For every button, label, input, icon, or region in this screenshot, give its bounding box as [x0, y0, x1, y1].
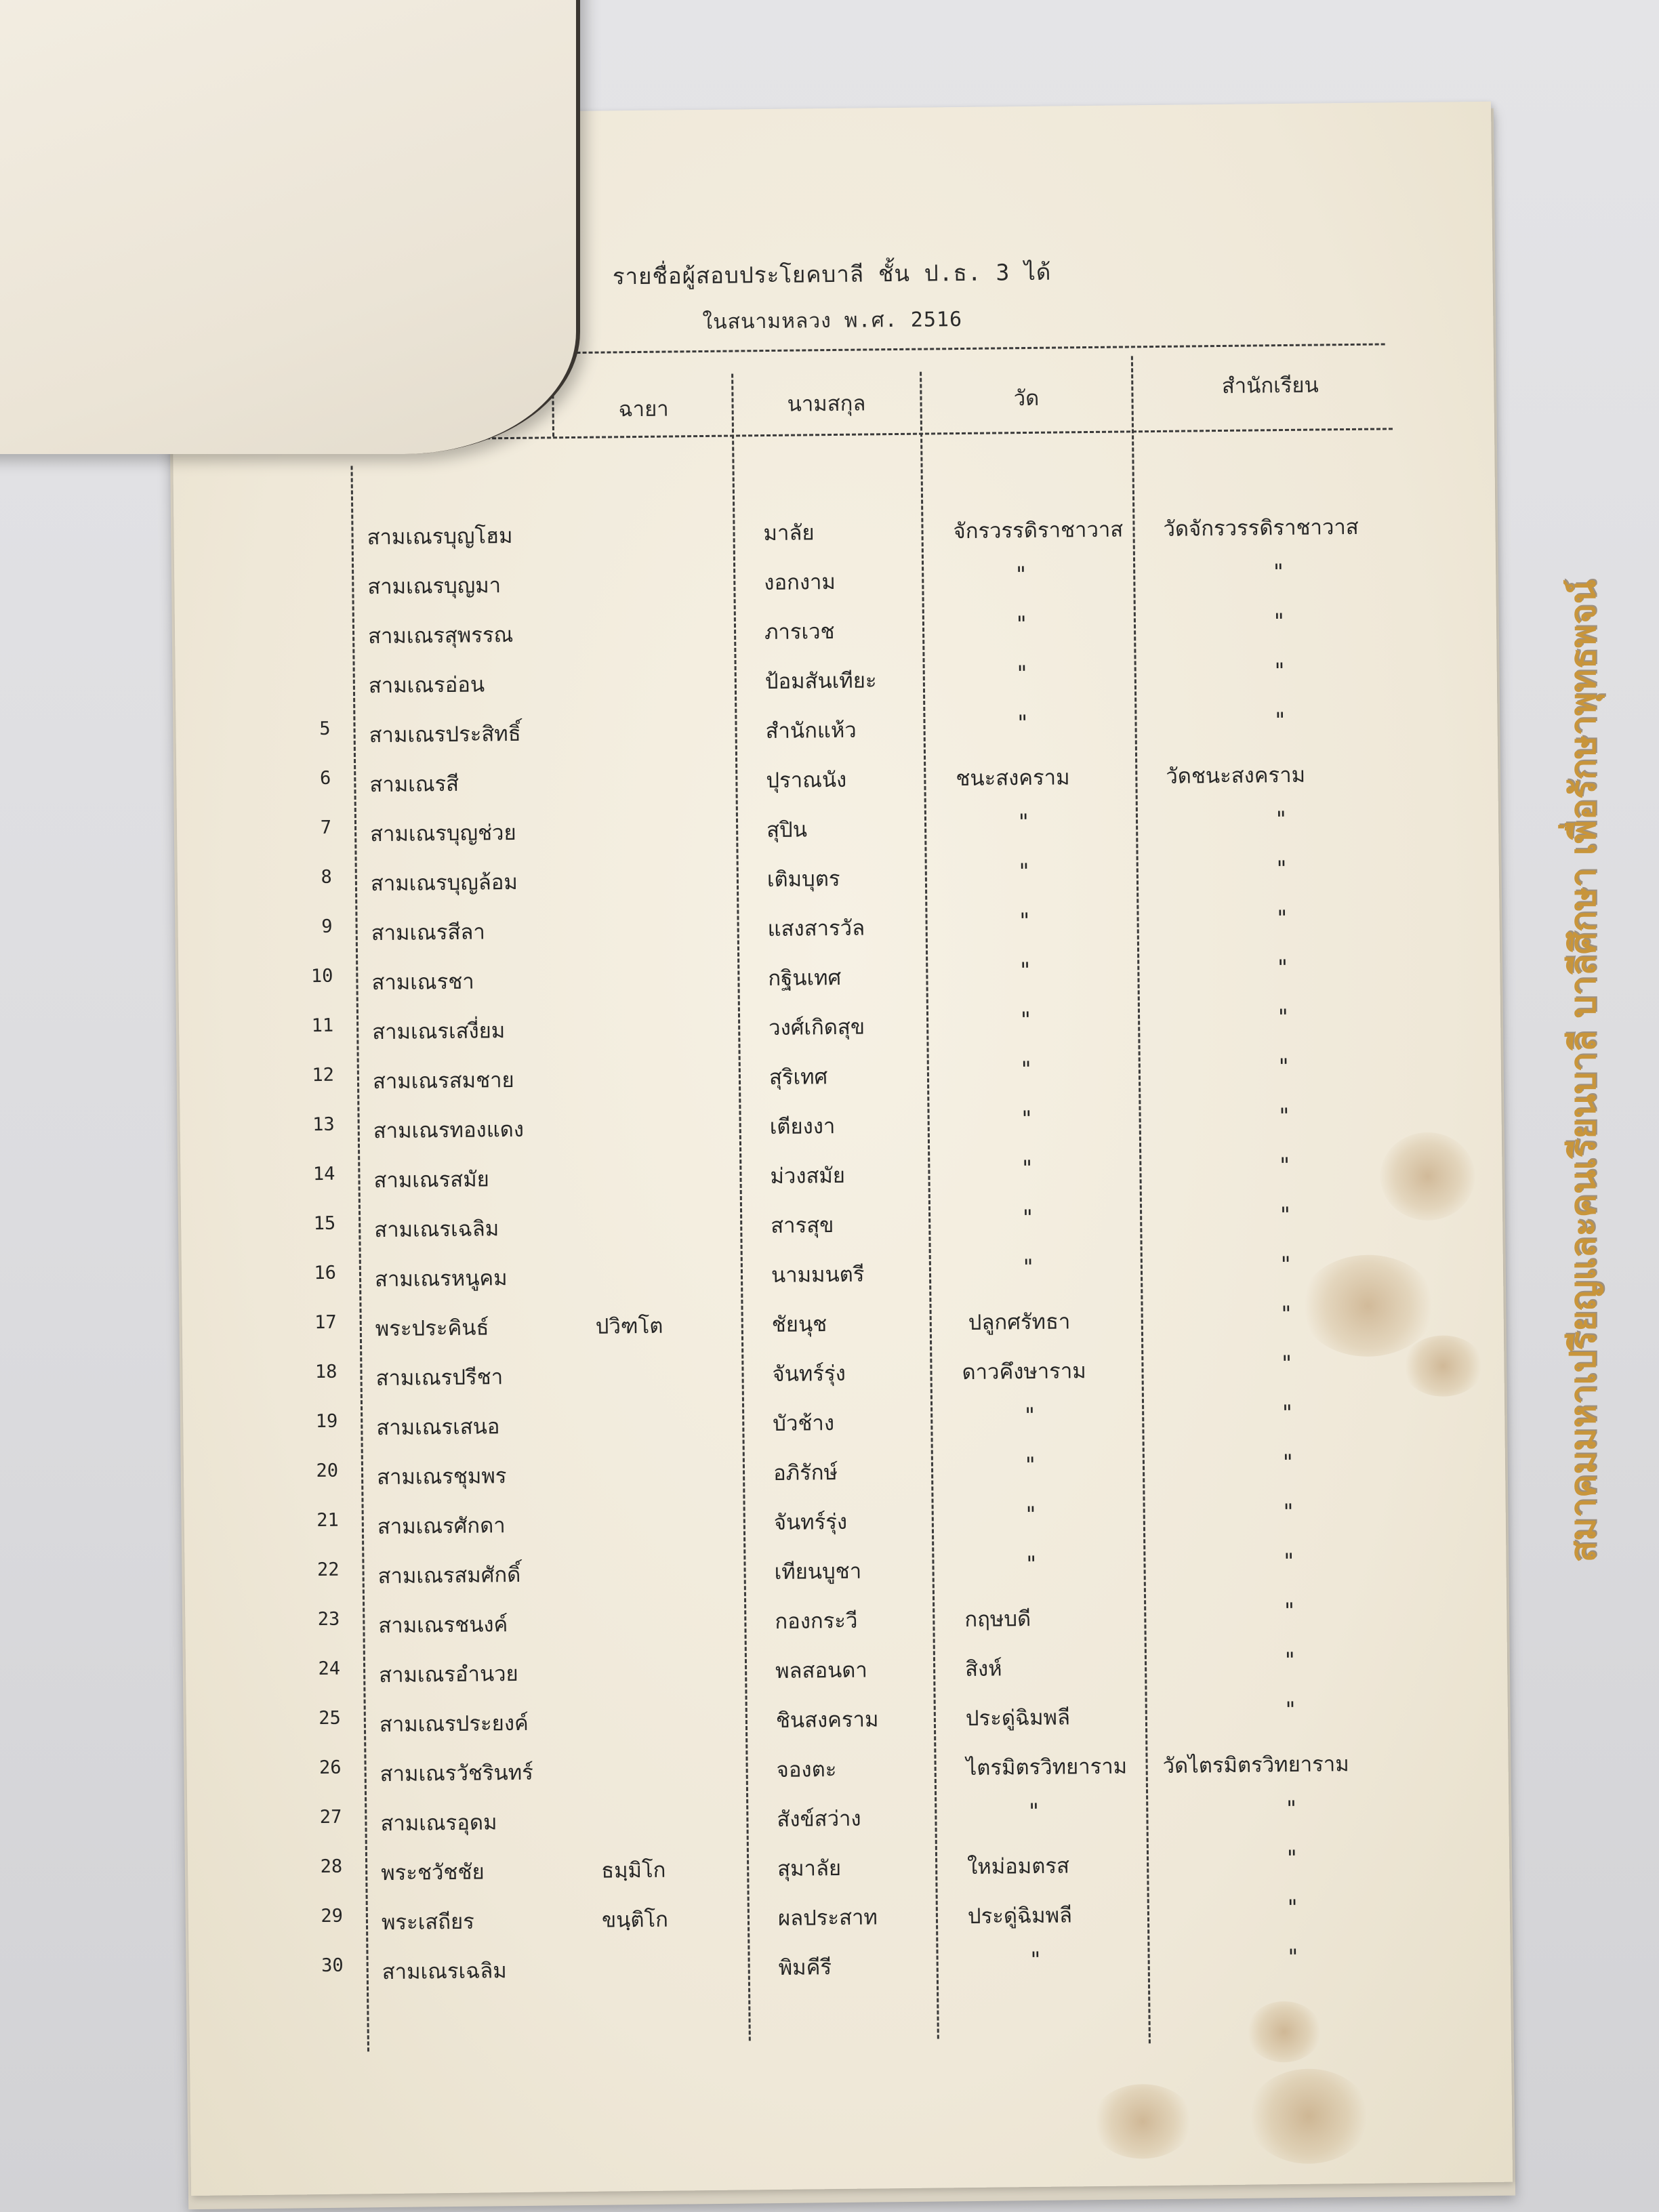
row-name: สามเณรบุญล้อม [370, 869, 518, 897]
row-surname: สุริเทศ [769, 1065, 828, 1090]
row-name: สามเณรอุดม [380, 1810, 497, 1837]
row-surname: สารสุข [771, 1213, 834, 1239]
row-number: 27 [319, 1806, 342, 1828]
row-samnak: " [1275, 856, 1288, 882]
row-samnak: วัดไตรมิตรวิทยาราม [1162, 1752, 1349, 1778]
header-surname: นามสกุล [787, 391, 866, 417]
row-name: สามเณรสมชาย [372, 1067, 514, 1094]
row-number: 15 [313, 1212, 336, 1235]
row-number [288, 570, 329, 571]
row-wat: ประดู่ฉิมพลี [967, 1903, 1073, 1929]
row-name: สามเณรสุพรรณ [367, 622, 514, 649]
row-samnak: " [1283, 1647, 1296, 1673]
row-number: 11 [311, 1015, 334, 1037]
row-number [287, 520, 328, 521]
row-samnak: " [1280, 1351, 1294, 1376]
association-watermark [1552, 447, 1613, 1694]
row-number: 19 [315, 1410, 338, 1433]
row-samnak: " [1278, 1153, 1292, 1179]
row-surname: ปุราณนัง [766, 767, 847, 794]
row-samnak: " [1275, 905, 1289, 931]
row-number: 17 [314, 1311, 337, 1334]
row-surname: เตียงงา [769, 1114, 836, 1140]
row-wat: จักรวรรดิราชาวาส [953, 517, 1124, 544]
row-wat: ชนะสงคราม [956, 765, 1070, 792]
row-samnak: " [1276, 1004, 1290, 1030]
header-wat: วัด [1013, 386, 1040, 411]
row-number: 14 [312, 1163, 335, 1185]
row-number: 20 [316, 1460, 339, 1482]
previous-page-flap [0, 0, 580, 454]
header-samnak: สำนักเรียน [1221, 373, 1319, 398]
row-number: 9 [321, 916, 333, 937]
row-name: สามเณรบุญมา [367, 573, 501, 600]
row-name: พระชวัชชัย [381, 1860, 485, 1886]
row-samnak: " [1279, 1301, 1293, 1327]
row-chaya: ปวิฑโต [595, 1313, 663, 1339]
row-number: 22 [316, 1559, 340, 1581]
row-number: 26 [319, 1757, 342, 1779]
row-samnak: " [1273, 708, 1287, 733]
row-wat: " [1027, 1799, 1041, 1824]
row-name: สามเณรทองแดง [373, 1117, 525, 1144]
row-name: สามเณรเสงี่ยม [372, 1019, 506, 1045]
row-surname: พลสอนดา [775, 1658, 868, 1683]
row-name: สามเณรศักดา [377, 1513, 506, 1540]
row-name: สามเณรหนูคม [374, 1266, 508, 1292]
row-number: 30 [321, 1954, 344, 1977]
row-surname: ผลประสาท [777, 1905, 878, 1931]
row-wat: " [1025, 1551, 1038, 1577]
row-number: 6 [319, 767, 331, 789]
row-samnak: " [1281, 1450, 1294, 1475]
row-number: 5 [319, 718, 331, 739]
row-number: 29 [321, 1905, 344, 1927]
row-wat: ปลูกศรัทธา [968, 1309, 1071, 1335]
age-stain [1246, 2001, 1322, 2063]
row-surname: ป้อมสันเทียะ [764, 668, 877, 695]
row-samnak: " [1282, 1499, 1295, 1525]
row-surname: ภารเวช [764, 619, 835, 645]
row-samnak: " [1282, 1549, 1296, 1574]
watermark-text: สมาคมมหาเปรียญและคนเรียนบาลี บาลีศึกษา เพื่อรักษาพุทธพจน์ [1563, 579, 1604, 1562]
age-stain [1247, 2068, 1370, 2165]
row-number: 24 [318, 1658, 341, 1680]
row-name: สามเณรบุญโฮม [367, 523, 513, 550]
row-samnak: " [1277, 1054, 1290, 1080]
row-surname: ชินสงคราม [775, 1707, 879, 1733]
row-number: 10 [310, 965, 333, 987]
row-name: สามเณรปรีชา [375, 1365, 504, 1391]
row-wat: ดาวคึงษาราม [962, 1359, 1086, 1385]
row-name: สามเณรประสิทธิ์ [369, 721, 521, 748]
row-surname: บัวช้าง [773, 1411, 835, 1436]
row-number: 16 [314, 1262, 337, 1284]
row-name: สามเณรอ่อน [368, 672, 485, 699]
header-bottom-rule [376, 428, 1393, 441]
row-wat: กฤษบดี [964, 1607, 1031, 1633]
row-wat: " [1019, 1057, 1033, 1082]
row-chaya: ธมฺมิโก [601, 1858, 666, 1883]
age-stain [1092, 2084, 1194, 2160]
row-surname: กองกระวี [775, 1608, 858, 1634]
row-wat: " [1015, 661, 1029, 687]
row-samnak: " [1279, 1252, 1292, 1277]
row-wat: " [1029, 1947, 1042, 1973]
row-surname: สังข์สว่าง [777, 1806, 861, 1832]
row-surname: งอกงาม [764, 569, 836, 596]
row-name: สามเณรชนงค์ [378, 1612, 508, 1639]
row-wat: " [1021, 1254, 1035, 1280]
header-chaya: ฉายา [618, 396, 669, 422]
row-name: สามเณรเฉลิม [382, 1959, 507, 1985]
row-name: สามเณรสีลา [371, 920, 485, 946]
row-name: สามเณรเฉลิม [374, 1216, 499, 1243]
row-samnak: " [1273, 659, 1286, 684]
row-samnak: " [1272, 560, 1286, 585]
row-number: 28 [320, 1856, 343, 1878]
row-samnak: " [1286, 1944, 1300, 1970]
row-wat: " [1019, 958, 1032, 983]
row-wat: ใหม่อมตรส [966, 1853, 1070, 1880]
row-samnak: " [1274, 806, 1288, 832]
row-samnak: วัดชนะสงคราม [1166, 762, 1306, 789]
row-name: สามเณรเสนอ [376, 1414, 500, 1441]
row-surname: เทียนบูชา [774, 1559, 862, 1584]
row-name: พระประคินธ์ [375, 1315, 489, 1342]
row-wat: สิงห์ [964, 1656, 1002, 1682]
row-number: 25 [319, 1707, 341, 1729]
row-name: สามเณรชุมพร [376, 1464, 507, 1490]
row-surname: อภิรักษ์ [773, 1460, 838, 1486]
row-number: 8 [321, 866, 332, 888]
row-surname: ชัยนุช [771, 1312, 827, 1338]
row-wat: " [1018, 908, 1031, 934]
row-wat: " [1019, 1007, 1032, 1033]
row-samnak: " [1278, 1202, 1292, 1228]
row-samnak: " [1276, 955, 1290, 981]
row-chaya: ขนฺติโก [601, 1907, 669, 1933]
row-surname: จันทร์รุ่ง [773, 1509, 848, 1535]
document-subtitle: ในสนามหลวง พ.ศ. 2516 [702, 307, 963, 334]
row-wat: " [1015, 611, 1028, 637]
row-surname: ม่วงสมัย [770, 1163, 846, 1189]
row-wat: " [1020, 1106, 1033, 1132]
row-name: สามเณรสมัย [373, 1167, 490, 1193]
row-number: 21 [316, 1509, 339, 1532]
row-name: สามเณรประยงค์ [379, 1711, 529, 1738]
row-name: สามเณรบุญช่วย [369, 820, 516, 847]
row-samnak: " [1272, 609, 1286, 634]
document-title: รายชื่อผู้สอบประโยคบาลี ชั้น ป.ธ. 3 ได้ [612, 258, 1052, 290]
row-samnak: " [1286, 1895, 1299, 1921]
row-number: 7 [320, 817, 332, 838]
row-surname: มาลัย [763, 520, 815, 546]
row-samnak: " [1283, 1598, 1296, 1624]
row-wat: " [1024, 1502, 1038, 1528]
row-wat: " [1021, 1155, 1034, 1181]
row-number: 23 [317, 1608, 340, 1631]
row-wat: " [1017, 859, 1031, 884]
row-wat: " [1023, 1403, 1037, 1429]
row-wat: ประดู่ฉิมพลี [965, 1705, 1071, 1732]
row-surname: จองตะ [776, 1757, 837, 1782]
row-surname: สำนักแห้ว [765, 718, 857, 744]
row-surname: สุมาลัย [777, 1856, 842, 1881]
row-number [289, 619, 329, 620]
row-number: 18 [314, 1361, 337, 1383]
row-wat: " [1021, 1205, 1035, 1231]
row-samnak: " [1281, 1400, 1294, 1426]
row-name: พระเสถียร [381, 1909, 475, 1936]
row-samnak: " [1285, 1796, 1298, 1822]
row-samnak: " [1284, 1697, 1297, 1723]
row-surname: พิมคีรี [778, 1955, 832, 1980]
row-number: 13 [312, 1113, 335, 1136]
row-name: สามเณรชา [371, 969, 474, 996]
row-surname: วงศ์เกิดสุข [769, 1015, 865, 1041]
row-wat: " [1017, 809, 1030, 835]
row-surname: จันทร์รุ่ง [772, 1361, 846, 1387]
row-samnak: " [1285, 1845, 1298, 1871]
row-surname: นามมนตรี [771, 1262, 865, 1288]
row-number [289, 669, 330, 670]
row-surname: แสงสารวัล [767, 916, 865, 942]
row-number: 12 [312, 1064, 335, 1086]
row-samnak: " [1277, 1103, 1291, 1129]
row-wat: " [1016, 710, 1029, 736]
row-name: สามเณรสี [369, 771, 459, 798]
row-surname: สุปิน [766, 817, 808, 843]
row-name: สามเณรสมศักดิ์ [377, 1562, 521, 1589]
row-name: สามเณรวัชรินทร์ [380, 1760, 534, 1787]
row-surname: เติมบุตร [766, 866, 840, 893]
row-name: สามเณรอำนวย [378, 1661, 518, 1688]
row-wat: " [1023, 1452, 1037, 1478]
row-surname: กฐินเทศ [768, 965, 842, 991]
row-wat: " [1015, 562, 1028, 588]
row-wat: ไตรมิตรวิทยาราม [966, 1754, 1128, 1781]
row-samnak: วัดจักรวรรดิราชาวาส [1163, 514, 1359, 541]
